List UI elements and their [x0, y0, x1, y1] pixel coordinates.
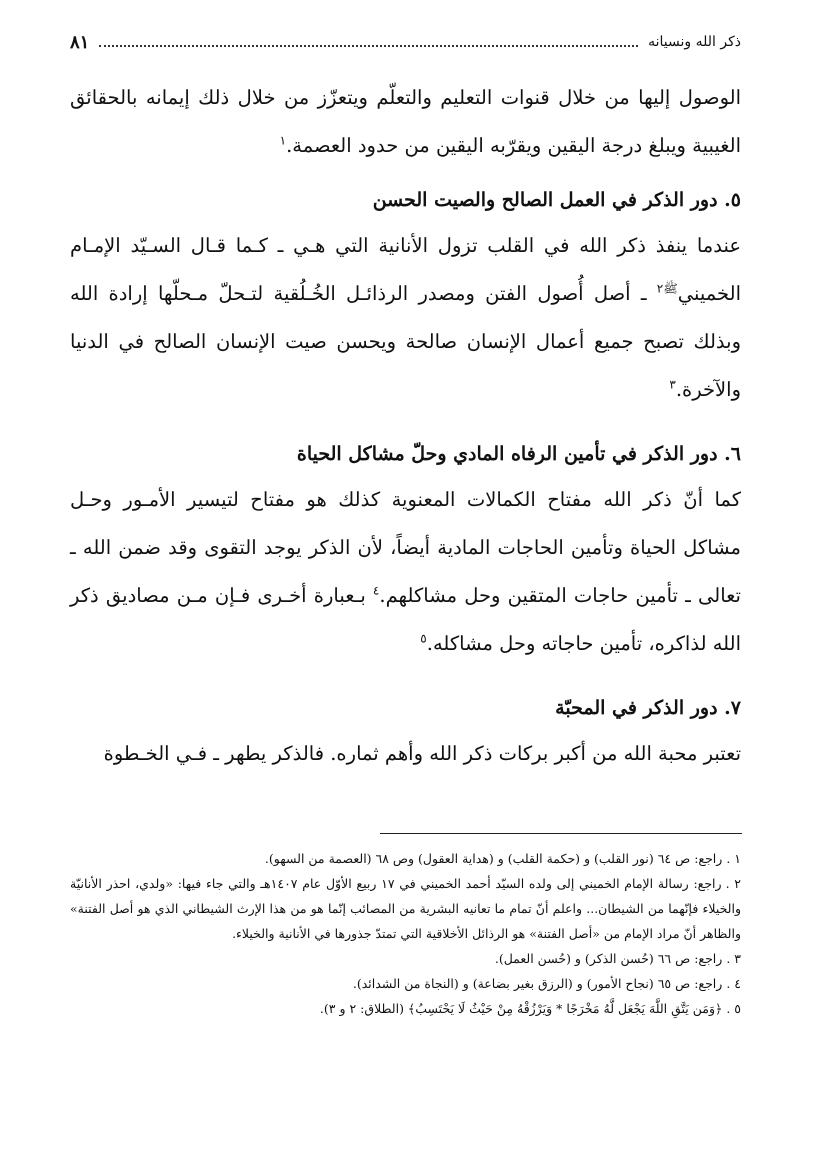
paragraph-1-text: الوصول إليها من خلال قنوات التعليم والتعلّم ويتعزّز من خلال ذلك إيمانه بالحقائق الغيبية ويبلغ درجة اليقين ويقرّبه اليقين من حدود العصمة. — [70, 86, 741, 157]
paragraph-3-text-b: بـعبارة أخـرى فـإن مـن مصاديق ذكر الله لذاكره، تأمين حاجاته وحل مشاكله. — [70, 584, 741, 655]
footnote-text: راجع: رسالة الإمام الخميني إلى ولده السيّد أحمد الخميني في ١٧ ربيع الأوّل عام ١٤٠٧هـ والتي جاء فيها: «ولدي، احذر الأنانيّة والخيلاء فإنّهما من الشيطان... واعلم أنّ تمام ما تعانيه البشرية من المصائب إنّما هو من هذا الإرث الشيطاني الذي هو أصل الفتنة» والظاهر أنّ مراد الإمام من «أصل الفتنة» هو الرذائل الأخلاقية التي تمتدّ جذورها في الأنانية والخيلاء. — [70, 876, 741, 941]
footnote-text: راجع: ص ٦٦ (حُسن الذكر) و (حُسن العمل). — [494, 951, 723, 966]
footnote-ref-5[interactable]: ٥ — [420, 631, 427, 646]
footnote-ref-2[interactable]: ٢ — [656, 281, 664, 296]
footnote-1 — [70, 846, 741, 871]
honorific-mark: ﷺ — [663, 281, 678, 296]
running-title: ذكر الله ونسيانه — [648, 34, 741, 50]
footnote-number: ٤ . — [726, 976, 741, 991]
paragraph-2-text-a: عندما ينفذ ذكر الله في القلب تزول الأنانية التي هـي ـ كـما قـال السـيّد الإمـام الخميني — [70, 234, 741, 305]
section-heading-6: ٦. دور الذكر في تأمين الرفاه المادي وحلّ مشاكل الحياة — [296, 443, 741, 465]
footnote-number: ٣ . — [726, 951, 741, 966]
section-heading-7: ٧. دور الذكر في المحبّة — [555, 697, 741, 719]
footnote-2 — [70, 871, 741, 946]
footnote-ref-4[interactable]: ٤ — [372, 583, 380, 598]
running-header — [70, 28, 741, 56]
footnote-text: راجع: ص ٦٤ (نور القلب) و (حكمة القلب) و (هداية العقول) وص ٦٨ (العصمة من السهو). — [264, 851, 723, 866]
paragraph-1 — [70, 74, 741, 170]
spacer — [70, 170, 741, 178]
section-heading-5: ٥. دور الذكر في العمل الصالح والصيت الحسن — [372, 189, 741, 211]
footnote-5 — [70, 996, 741, 1021]
paragraph-3-text-a: كما أنّ ذكر الله مفتاح الكمالات المعنوية كذلك هو مفتاح لتيسير الأمـور وحـل مشاكل الحياة وتأمين الحاجات المادية أيضاً، لأن الذكر يوجد التقوى وقد ضمن الله ـ تعالى ـ تأمين حاجات المتقين وحل مشاكلهم. — [70, 488, 741, 607]
footnotes — [70, 846, 741, 1021]
footnote-ref-3[interactable]: ٣ — [669, 377, 676, 392]
paragraph-4: تعتبر محبة الله من أكبر بركات ذكر الله وأهم ثماره. فالذكر يطهر ـ فـي الخـطوة — [103, 742, 741, 765]
footnote-3 — [70, 946, 741, 971]
footnote-number: ١ . — [726, 851, 741, 866]
main-text — [70, 74, 741, 778]
footnote-text: ﴿وَمَن يَتَّقِ اللَّهَ يَجْعَل لَّهُ مَخْرَجًا * وَيَرْزُقْهُ مِنْ حَيْثُ لَا يَحْتَسِبُ﴾ (الطلاق: ٢ و ٣). — [319, 1001, 723, 1016]
spacer — [70, 668, 741, 686]
footnote-ref-1[interactable]: ١ — [279, 133, 287, 148]
footnote-number: ٢ . — [725, 876, 741, 891]
footnote-number: ٥ . — [726, 1001, 741, 1016]
footnote-4 — [70, 971, 741, 996]
footnote-separator — [380, 833, 742, 834]
paragraph-2 — [70, 222, 741, 414]
paragraph-3 — [70, 476, 741, 668]
header-dot-leader — [99, 45, 638, 47]
footnote-text: راجع: ص ٦٥ (نجاح الأمور) و (الرزق بغير بضاعة) و (النجاة من الشدائد). — [352, 976, 723, 991]
page-number: ٨١ — [70, 31, 90, 53]
paragraph-2-text-b: ـ أصل أُصول الفتن ومصدر الرذائـل الخُـلُقية لتـحلّ مـحلّها إرادة الله وبذلك تصبح جميع أعمال الإنسان صالحة ويحسن صيت الإنسان الصالح في الدنيا والآخرة. — [70, 282, 741, 401]
spacer — [70, 414, 741, 432]
